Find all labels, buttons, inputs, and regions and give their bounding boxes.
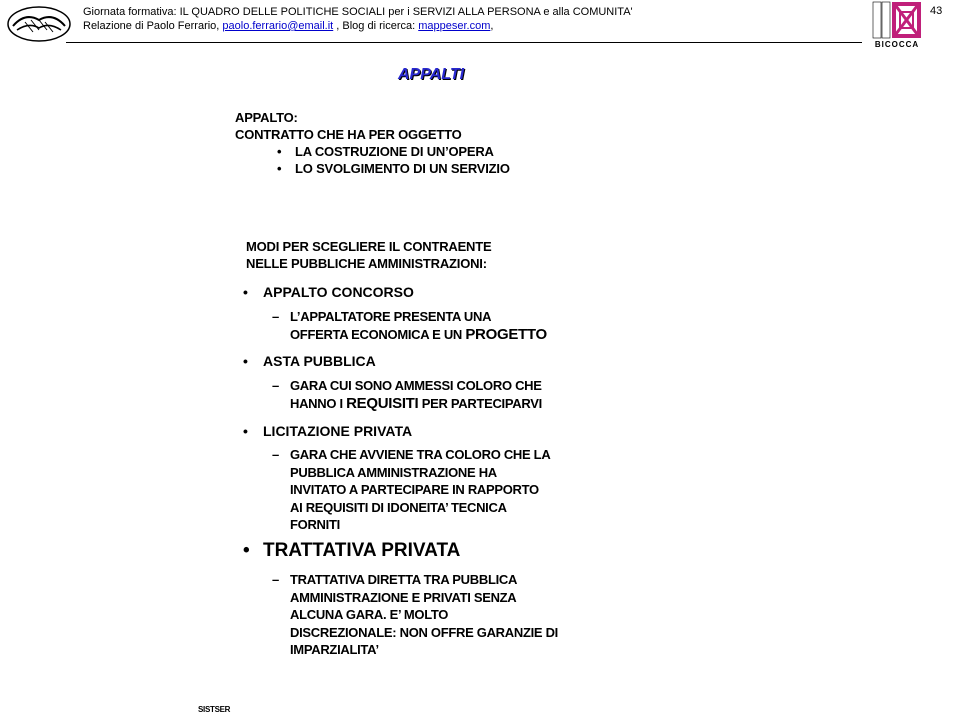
dash: – <box>272 378 279 393</box>
mode-desc-emphasis: PROGETTO <box>465 325 547 343</box>
mode-desc-line: GARA CHE AVVIENE TRA COLORO CHE LA <box>290 447 551 462</box>
mode-desc-line: GARA CUI SONO AMMESSI COLORO CHE <box>290 378 542 393</box>
header-line-2 <box>83 19 633 33</box>
modes-heading-line: NELLE PUBBLICHE AMMINISTRAZIONI: <box>246 256 487 271</box>
dash: – <box>272 572 279 587</box>
mode-item <box>243 283 414 301</box>
dash: – <box>272 309 279 324</box>
definition-item-text: LO SVOLGIMENTO DI UN SERVIZIO <box>295 161 510 176</box>
mode-description <box>272 377 542 412</box>
mode-item <box>243 542 460 560</box>
mode-desc-line: PUBBLICA AMMINISTRAZIONE HA <box>290 464 497 480</box>
mode-description <box>272 308 547 343</box>
mode-desc-line: AI REQUISITI DI IDONEITA’ TECNICA <box>290 499 507 515</box>
mode-title: ASTA PUBBLICA <box>263 353 376 369</box>
email-link[interactable]: paolo.ferrario@email.it <box>222 20 334 32</box>
mode-desc-line: INVITATO A PARTECIPARE IN RAPPORTO <box>290 482 539 497</box>
bullet: • <box>277 144 282 159</box>
definition-item <box>235 143 510 160</box>
bullet: • <box>243 540 250 561</box>
slide-title: APPALTI <box>398 66 465 83</box>
mode-item <box>243 352 376 370</box>
mode-desc-line: DISCREZIONALE: NON OFFRE GARANZIE DI <box>290 624 558 640</box>
handshake-logo-icon <box>5 2 73 44</box>
header-line-end: , <box>490 20 494 32</box>
definition-item-text: LA COSTRUZIONE DI UN’OPERA <box>295 144 494 159</box>
mode-title: LICITAZIONE PRIVATA <box>263 423 413 439</box>
mode-description <box>272 446 550 534</box>
definition-heading: APPALTO: <box>235 110 298 125</box>
mode-desc-line: IMPARZIALITA’ <box>290 642 379 657</box>
mode-desc-line: TRATTATIVA DIRETTA TRA PUBBLICA <box>290 572 518 587</box>
definition-block <box>235 109 510 177</box>
mode-desc-line-end: PER PARTECIPARVI <box>418 395 542 411</box>
bullet: • <box>243 423 248 439</box>
mode-title: TRATTATIVA PRIVATA <box>263 540 461 561</box>
definition-item <box>235 160 510 177</box>
definition-subheading: CONTRATTO CHE HA PER OGGETTO <box>235 127 462 142</box>
mode-item <box>243 422 412 440</box>
mode-description <box>272 571 558 659</box>
university-name: BICOCCA <box>874 40 920 49</box>
header-info <box>83 5 633 33</box>
mode-desc-line: L’APPALTATORE PRESENTA UNA <box>290 309 492 324</box>
mode-title: APPALTO CONCORSO <box>263 284 414 300</box>
modes-heading <box>246 238 491 272</box>
blog-link[interactable]: mappeser.com <box>418 20 491 32</box>
header-divider <box>66 42 862 43</box>
header-line-1: Giornata formativa: IL QUADRO DELLE POLITICHE SOCIALI per i SERVIZI ALLA PERSONA e alla COMUNITA' <box>83 6 633 18</box>
bullet: • <box>243 353 248 369</box>
bullet: • <box>243 284 248 300</box>
page-number: 43 <box>930 5 943 17</box>
bullet: • <box>277 161 282 176</box>
header-blog-label: , Blog di ricerca: <box>333 20 419 32</box>
mode-desc-line: HANNO I <box>290 395 347 411</box>
mode-desc-line: FORNITI <box>290 517 340 532</box>
mode-desc-line: AMMINISTRAZIONE E PRIVATI SENZA <box>290 589 517 605</box>
modes-heading-line: MODI PER SCEGLIERE IL CONTRAENTE <box>246 239 492 254</box>
mode-desc-line: OFFERTA ECONOMICA E UN <box>290 326 466 342</box>
mode-desc-line: ALCUNA GARA. E’ MOLTO <box>290 607 449 622</box>
mode-desc-emphasis: REQUISITI <box>346 394 419 412</box>
footer-logo: SISTSER <box>198 705 231 714</box>
dash: – <box>272 447 279 462</box>
header-author: Relazione di Paolo Ferrario, <box>83 20 223 32</box>
